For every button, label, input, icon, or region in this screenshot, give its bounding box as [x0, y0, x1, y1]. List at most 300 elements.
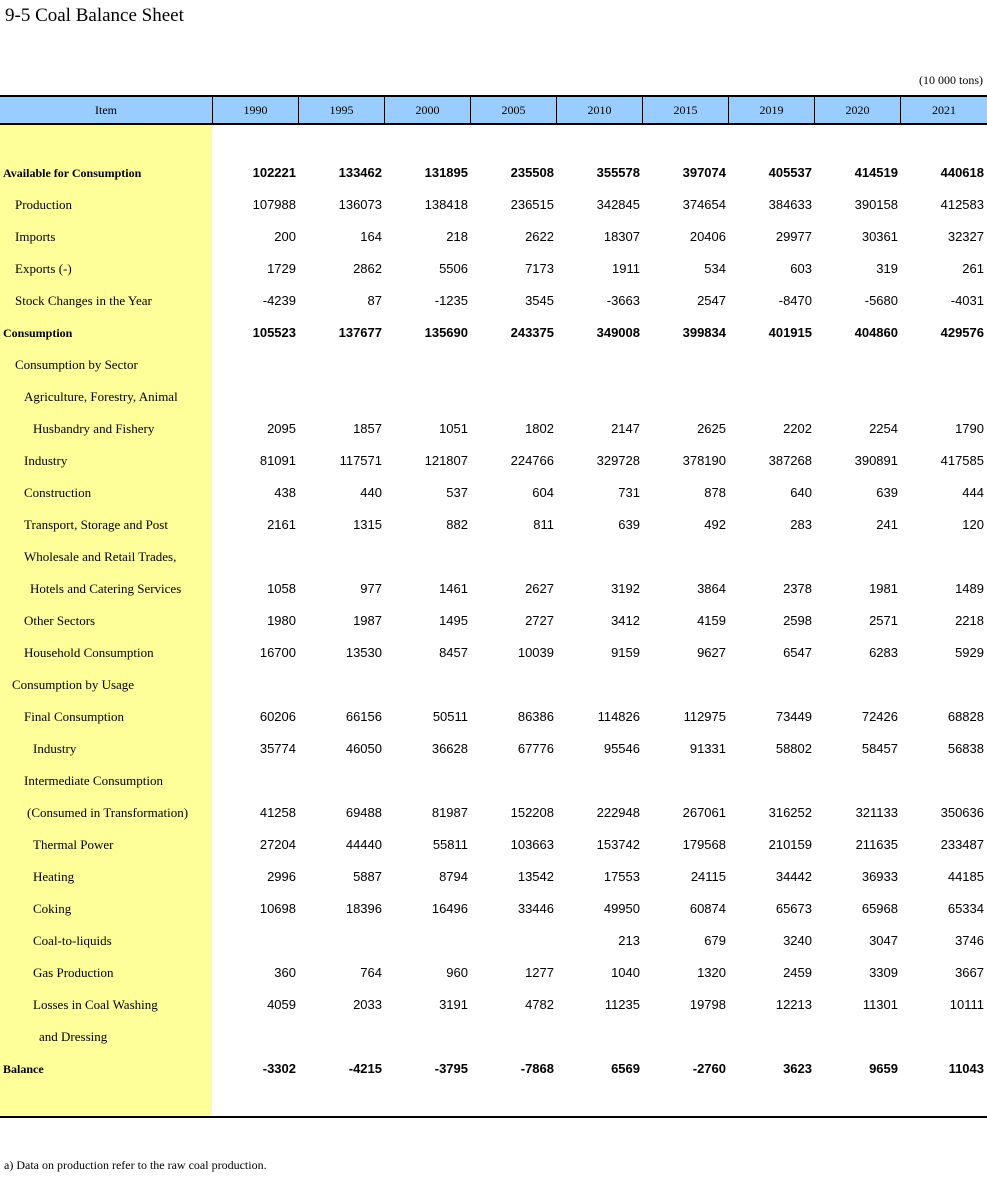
- cell-value: [398, 765, 468, 797]
- cell-value: [398, 925, 468, 957]
- table-row: [0, 1021, 987, 1053]
- cell-value: [828, 541, 898, 573]
- cell-value: 222948: [596, 805, 640, 820]
- cell-value: 236515: [510, 197, 554, 212]
- cell-value: 121807: [424, 453, 468, 468]
- row-label: Thermal Power: [33, 837, 114, 852]
- cell-value: 390891: [854, 453, 898, 468]
- cell-value: 18396: [345, 901, 382, 916]
- cell-value: 34442: [775, 869, 812, 884]
- cell-value: 16700: [259, 645, 296, 660]
- cell-value: 16496: [431, 901, 468, 916]
- row-label: Hotels and Catering Services: [30, 581, 182, 596]
- table-row: [0, 701, 987, 733]
- cell-value: 210159: [768, 837, 812, 852]
- cell-value: 1315: [353, 517, 382, 532]
- cell-value: 103663: [510, 837, 554, 852]
- cell-value: 2627: [525, 581, 554, 596]
- header-item: Item: [95, 103, 117, 117]
- row-label: Transport, Storage and Post: [24, 517, 168, 532]
- cell-value: 2202: [783, 421, 812, 436]
- row-label: Final Consumption: [24, 709, 125, 724]
- cell-value: [828, 381, 898, 413]
- cell-value: 390158: [854, 197, 898, 212]
- cell-value: [312, 925, 382, 957]
- cell-value: 91331: [689, 741, 726, 756]
- cell-value: 1981: [869, 581, 898, 596]
- cell-value: [226, 765, 296, 797]
- table-row: [0, 509, 987, 541]
- cell-value: [914, 381, 984, 413]
- cell-value: 7173: [525, 261, 554, 276]
- cell-value: [570, 669, 640, 701]
- row-label: Coal-to-liquids: [33, 933, 112, 948]
- cell-value: 102221: [252, 165, 296, 180]
- cell-value: 384633: [768, 197, 812, 212]
- table-row: [0, 989, 987, 1021]
- cell-value: 316252: [768, 805, 812, 820]
- cell-value: 10111: [949, 997, 984, 1012]
- cell-value: 267061: [682, 805, 726, 820]
- table-row: [0, 925, 987, 957]
- cell-value: 2459: [783, 965, 812, 980]
- cell-value: 960: [446, 965, 468, 980]
- cell-value: 329728: [596, 453, 640, 468]
- cell-value: 1489: [955, 581, 984, 596]
- cell-value: 6283: [869, 645, 898, 660]
- row-label: Industry: [33, 741, 77, 756]
- cell-value: 20406: [689, 229, 726, 244]
- cell-value: 224766: [510, 453, 554, 468]
- cell-value: 2218: [955, 613, 984, 628]
- cell-value: 1495: [439, 613, 468, 628]
- cell-value: -2760: [692, 1061, 726, 1076]
- cell-value: 3047: [869, 933, 898, 948]
- table-row: [0, 413, 987, 445]
- cell-value: [398, 541, 468, 573]
- cell-value: 18307: [603, 229, 640, 244]
- cell-value: 6569: [611, 1061, 640, 1076]
- cell-value: [570, 765, 640, 797]
- cell-value: 3192: [611, 581, 640, 596]
- cell-value: 1277: [525, 965, 554, 980]
- cell-value: 811: [533, 517, 554, 532]
- row-label: Consumption by Usage: [12, 677, 135, 692]
- cell-value: 241: [876, 517, 898, 532]
- cell-value: [484, 1021, 554, 1053]
- cell-value: 603: [790, 261, 812, 276]
- cell-value: 9659: [869, 1061, 898, 1076]
- cell-value: [828, 669, 898, 701]
- cell-value: [398, 349, 468, 381]
- cell-value: 235508: [510, 165, 554, 180]
- cell-value: 60206: [259, 709, 296, 724]
- cell-value: 60874: [689, 901, 726, 916]
- cell-value: [226, 381, 296, 413]
- cell-value: 3240: [783, 933, 812, 948]
- cell-value: [484, 541, 554, 573]
- cell-value: 3191: [439, 997, 468, 1012]
- cell-value: 401915: [768, 325, 812, 340]
- table-row: [0, 285, 987, 317]
- cell-value: [914, 765, 984, 797]
- row-label: Balance: [3, 1062, 44, 1076]
- cell-value: 114826: [597, 709, 640, 724]
- cell-value: [914, 349, 984, 381]
- cell-value: 8794: [439, 869, 468, 884]
- cell-value: -8470: [778, 293, 812, 308]
- cell-value: 2598: [783, 613, 812, 628]
- cell-value: [484, 925, 554, 957]
- cell-value: 55811: [432, 837, 468, 852]
- cell-value: 444: [962, 485, 984, 500]
- row-label: Heating: [33, 869, 75, 884]
- row-label: Industry: [24, 453, 68, 468]
- cell-value: 13542: [517, 869, 554, 884]
- cell-value: [742, 765, 812, 797]
- table-row: [0, 797, 987, 829]
- cell-value: 9159: [611, 645, 640, 660]
- cell-value: 438: [274, 485, 296, 500]
- table-row: [0, 1053, 987, 1085]
- cell-value: [914, 541, 984, 573]
- cell-value: 66156: [345, 709, 382, 724]
- cell-value: 2378: [783, 581, 812, 596]
- cell-value: [226, 541, 296, 573]
- cell-value: 4159: [697, 613, 726, 628]
- cell-value: -1235: [434, 293, 468, 308]
- cell-value: 86386: [517, 709, 554, 724]
- row-label: Agriculture, Forestry, Animal: [24, 389, 178, 404]
- cell-value: [656, 381, 726, 413]
- cell-value: 1790: [955, 421, 984, 436]
- header-year: 1990: [212, 97, 298, 123]
- cell-value: 2147: [611, 421, 640, 436]
- cell-value: 319: [876, 261, 898, 276]
- cell-value: 9627: [697, 645, 726, 660]
- table-body: [0, 157, 987, 1085]
- table-row: [0, 733, 987, 765]
- cell-value: [570, 541, 640, 573]
- cell-value: 3746: [955, 933, 984, 948]
- cell-value: [742, 541, 812, 573]
- row-label: Stock Changes in the Year: [15, 293, 152, 308]
- row-label: Production: [15, 197, 73, 212]
- table-row: [0, 669, 987, 701]
- cell-value: [312, 541, 382, 573]
- cell-value: 33446: [517, 901, 554, 916]
- cell-value: 58802: [775, 741, 812, 756]
- cell-value: 11235: [604, 997, 640, 1012]
- table-row: [0, 253, 987, 285]
- header-year: 1995: [298, 97, 384, 123]
- cell-value: 537: [446, 485, 468, 500]
- unit-label: (10 000 tons): [919, 73, 983, 87]
- cell-value: 429576: [940, 325, 984, 340]
- cell-value: 1911: [612, 261, 640, 276]
- cell-value: 17553: [603, 869, 640, 884]
- table-row: [0, 893, 987, 925]
- row-label: Intermediate Consumption: [24, 773, 164, 788]
- header-year: 2020: [814, 97, 900, 123]
- cell-value: [914, 669, 984, 701]
- cell-value: 49950: [603, 901, 640, 916]
- table-header: [0, 95, 987, 125]
- table-row: [0, 573, 987, 605]
- cell-value: 36933: [861, 869, 898, 884]
- cell-value: 133462: [338, 165, 382, 180]
- cell-value: 604: [532, 485, 554, 500]
- cell-value: 179568: [682, 837, 726, 852]
- cell-value: 440: [360, 485, 382, 500]
- cell-value: 283: [790, 517, 812, 532]
- cell-value: 378190: [682, 453, 726, 468]
- cell-value: 67776: [517, 741, 554, 756]
- cell-value: [742, 1021, 812, 1053]
- cell-value: 6547: [783, 645, 812, 660]
- cell-value: 243375: [510, 325, 554, 340]
- cell-value: 8457: [439, 645, 468, 660]
- table-row: [0, 317, 987, 349]
- row-label: Imports: [15, 229, 56, 244]
- cell-value: 374654: [682, 197, 726, 212]
- cell-value: 3667: [955, 965, 984, 980]
- cell-value: 534: [704, 261, 726, 276]
- row-label: Gas Production: [33, 965, 114, 980]
- cell-value: 36628: [431, 741, 468, 756]
- table-row: [0, 637, 987, 669]
- cell-value: 414519: [854, 165, 898, 180]
- table-row: [0, 957, 987, 989]
- row-label: Consumption by Sector: [15, 357, 138, 372]
- cell-value: 3864: [697, 581, 726, 596]
- table-row: [0, 189, 987, 221]
- cell-value: 1980: [267, 613, 296, 628]
- cell-value: [742, 669, 812, 701]
- row-label: Wholesale and Retail Trades,: [24, 549, 177, 564]
- cell-value: 73449: [775, 709, 812, 724]
- cell-value: 35774: [259, 741, 296, 756]
- row-label: Household Consumption: [24, 645, 154, 660]
- table-row: [0, 765, 987, 797]
- cell-value: 349008: [596, 325, 640, 340]
- cell-value: [484, 349, 554, 381]
- cell-value: 977: [360, 581, 382, 596]
- cell-value: [742, 349, 812, 381]
- cell-value: 417585: [940, 453, 984, 468]
- cell-value: 153742: [596, 837, 640, 852]
- cell-value: 404860: [854, 325, 898, 340]
- cell-value: 387268: [768, 453, 812, 468]
- cell-value: [656, 765, 726, 797]
- cell-value: 117571: [339, 453, 382, 468]
- cell-value: [914, 1021, 984, 1053]
- cell-value: 95546: [603, 741, 640, 756]
- cell-value: 211635: [855, 837, 898, 852]
- cell-value: 4782: [525, 997, 554, 1012]
- cell-value: 1461: [439, 581, 468, 596]
- cell-value: -3663: [606, 293, 640, 308]
- cell-value: 440618: [940, 165, 984, 180]
- cell-value: 5887: [353, 869, 382, 884]
- row-label: Exports (-): [15, 261, 72, 276]
- cell-value: 342845: [596, 197, 640, 212]
- cell-value: 878: [704, 485, 726, 500]
- cell-value: 27204: [259, 837, 296, 852]
- cell-value: [828, 349, 898, 381]
- cell-value: -4031: [950, 293, 984, 308]
- cell-value: 233487: [940, 837, 984, 852]
- cell-value: 24115: [690, 869, 726, 884]
- cell-value: [398, 1021, 468, 1053]
- table-row: [0, 605, 987, 637]
- cell-value: 81091: [259, 453, 296, 468]
- cell-value: 321133: [855, 805, 898, 820]
- row-label: Consumption: [3, 326, 73, 340]
- cell-value: 136073: [338, 197, 382, 212]
- cell-value: 164: [360, 229, 382, 244]
- cell-value: 65968: [861, 901, 898, 916]
- table-row: [0, 477, 987, 509]
- cell-value: -4239: [262, 293, 296, 308]
- cell-value: [484, 765, 554, 797]
- cell-value: 112975: [683, 709, 726, 724]
- cell-value: 29977: [775, 229, 812, 244]
- header-year: 2019: [728, 97, 814, 123]
- cell-value: 11301: [862, 997, 898, 1012]
- cell-value: 2622: [525, 229, 554, 244]
- cell-value: [226, 1021, 296, 1053]
- cell-value: [742, 381, 812, 413]
- cell-value: 2095: [267, 421, 296, 436]
- page-title: 9-5 Coal Balance Sheet: [5, 5, 184, 26]
- cell-value: 492: [704, 517, 726, 532]
- cell-value: 3412: [611, 613, 640, 628]
- cell-value: 138418: [424, 197, 468, 212]
- cell-value: 1729: [267, 261, 296, 276]
- table-row: [0, 541, 987, 573]
- header-year: 2015: [642, 97, 728, 123]
- cell-value: [828, 1021, 898, 1053]
- cell-value: 360: [274, 965, 296, 980]
- cell-value: 81987: [431, 805, 468, 820]
- cell-value: 2727: [525, 613, 554, 628]
- cell-value: 13530: [345, 645, 382, 660]
- cell-value: 2254: [869, 421, 898, 436]
- cell-value: 200: [274, 229, 296, 244]
- cell-value: 639: [618, 517, 640, 532]
- cell-value: 32327: [947, 229, 984, 244]
- cell-value: 2862: [353, 261, 382, 276]
- cell-value: [312, 765, 382, 797]
- cell-value: 764: [360, 965, 382, 980]
- cell-value: 69488: [345, 805, 382, 820]
- cell-value: 3309: [869, 965, 898, 980]
- cell-value: [484, 381, 554, 413]
- row-label: Construction: [24, 485, 92, 500]
- cell-value: 1058: [267, 581, 296, 596]
- cell-value: 2571: [869, 613, 898, 628]
- cell-value: [226, 669, 296, 701]
- cell-value: 2161: [267, 517, 296, 532]
- cell-value: 12213: [775, 997, 812, 1012]
- cell-value: 1857: [353, 421, 382, 436]
- cell-value: [226, 349, 296, 381]
- row-label: and Dressing: [39, 1029, 108, 1044]
- header-year: 2000: [384, 97, 470, 123]
- table-row: [0, 445, 987, 477]
- cell-value: 105523: [252, 325, 296, 340]
- cell-value: 261: [962, 261, 984, 276]
- cell-value: [656, 541, 726, 573]
- row-label: Available for Consumption: [3, 166, 142, 180]
- cell-value: 3623: [783, 1061, 812, 1076]
- cell-value: 44185: [947, 869, 984, 884]
- cell-value: -3795: [434, 1061, 468, 1076]
- row-label: (Consumed in Transformation): [27, 805, 189, 820]
- cell-value: [312, 381, 382, 413]
- cell-value: 1051: [439, 421, 468, 436]
- cell-value: 1320: [697, 965, 726, 980]
- cell-value: 350636: [940, 805, 984, 820]
- table-bottom-rule: [0, 1116, 987, 1118]
- cell-value: 5506: [439, 261, 468, 276]
- cell-value: [828, 765, 898, 797]
- cell-value: 87: [367, 293, 382, 308]
- table-row: [0, 861, 987, 893]
- cell-value: 65334: [947, 901, 984, 916]
- cell-value: 72426: [861, 709, 898, 724]
- cell-value: 58457: [861, 741, 898, 756]
- cell-value: [656, 669, 726, 701]
- cell-value: 107988: [252, 197, 296, 212]
- cell-value: 44440: [345, 837, 382, 852]
- row-label: Husbandry and Fishery: [33, 421, 155, 436]
- cell-value: 50511: [432, 709, 468, 724]
- cell-value: [312, 669, 382, 701]
- header-year: 2005: [470, 97, 556, 123]
- cell-value: 56838: [947, 741, 984, 756]
- row-label: Losses in Coal Washing: [33, 997, 158, 1012]
- cell-value: 1040: [611, 965, 640, 980]
- cell-value: 882: [446, 517, 468, 532]
- table-row: [0, 349, 987, 381]
- cell-value: [656, 349, 726, 381]
- cell-value: 10039: [517, 645, 554, 660]
- cell-value: [570, 349, 640, 381]
- header-year: 2021: [900, 97, 987, 123]
- table-row: [0, 221, 987, 253]
- cell-value: 1987: [353, 613, 382, 628]
- table-row: [0, 157, 987, 189]
- cell-value: 639: [876, 485, 898, 500]
- cell-value: 640: [790, 485, 812, 500]
- header-year: 2010: [556, 97, 642, 123]
- cell-value: 2547: [697, 293, 726, 308]
- table-row: [0, 381, 987, 413]
- cell-value: 19798: [689, 997, 726, 1012]
- cell-value: [226, 925, 296, 957]
- cell-value: 2033: [353, 997, 382, 1012]
- cell-value: 3545: [525, 293, 554, 308]
- cell-value: 10698: [259, 901, 296, 916]
- cell-value: 1802: [525, 421, 554, 436]
- cell-value: 412583: [940, 197, 984, 212]
- cell-value: 46050: [345, 741, 382, 756]
- cell-value: [312, 1021, 382, 1053]
- cell-value: 4059: [267, 997, 296, 1012]
- cell-value: 152208: [510, 805, 554, 820]
